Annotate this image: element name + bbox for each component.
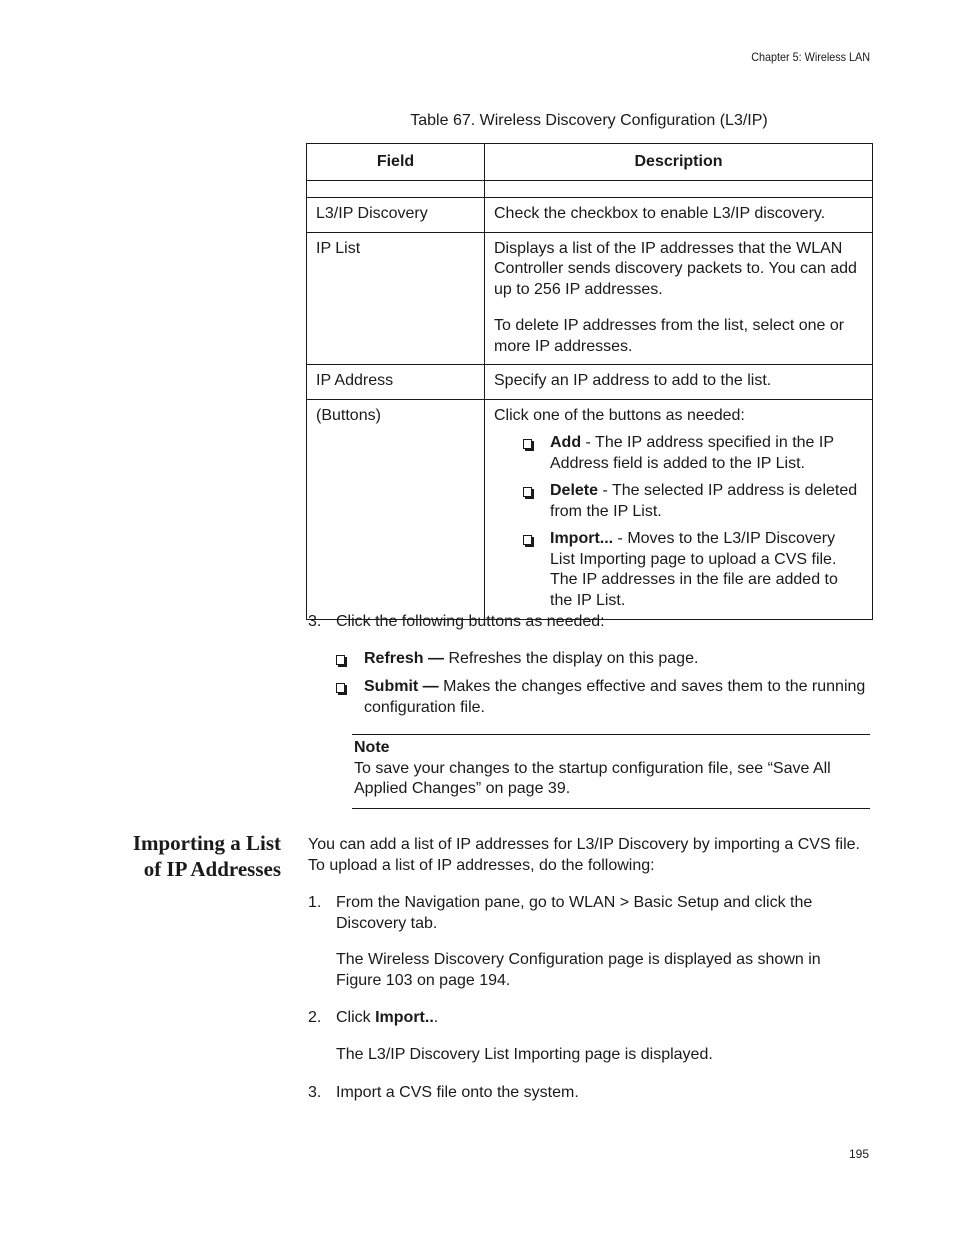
- section-heading: [100, 830, 281, 882]
- square-bullet-icon: [523, 535, 532, 545]
- step-number: 1.: [308, 894, 322, 911]
- bullet-item: [494, 433, 862, 474]
- section-intro: You can add a list of IP addresses for L3/IP Discovery by importing a CVS file. To upload a list of IP addresses, do the following:: [308, 836, 860, 874]
- square-bullet-icon: [523, 487, 532, 497]
- table-caption: Table 67. Wireless Discovery Configuration (L3/IP): [410, 112, 768, 129]
- field-cell: IP List: [307, 232, 485, 365]
- square-bullet-icon: [336, 655, 345, 665]
- description-text: Check the checkbox to enable L3/IP discovery.: [494, 205, 826, 222]
- step-result: The Wireless Discovery Configuration page is displayed as shown in Figure 103 on page 194.: [336, 951, 821, 989]
- bullet-text: - The IP address specified in the IP Address field is added to the IP List.: [550, 434, 834, 472]
- page-number: 195: [848, 1147, 869, 1161]
- step-number: 3.: [308, 1084, 322, 1101]
- step-number: 3.: [308, 613, 322, 630]
- table-row: [307, 365, 873, 400]
- note-text: To save your changes to the startup configuration file, see “Save All Applied Changes” on page 39.: [354, 759, 831, 797]
- description-cell: [485, 198, 873, 233]
- description-text: Specify an IP address to add to the list.: [494, 372, 772, 389]
- description-text: Click one of the buttons as needed:: [494, 406, 745, 424]
- square-bullet-icon: [336, 683, 345, 693]
- bullet-term: Delete: [550, 482, 599, 499]
- description-text: To delete IP addresses from the list, select one or more IP addresses.: [494, 317, 845, 355]
- bullet-term: Add: [550, 434, 582, 451]
- description-cell: [485, 399, 873, 620]
- step-result: The L3/IP Discovery List Importing page is displayed.: [336, 1046, 713, 1063]
- bullet-term: Refresh —: [364, 650, 445, 667]
- step-text-post: .: [433, 1009, 439, 1026]
- header-separator: [307, 181, 873, 198]
- configuration-table: [306, 143, 873, 620]
- step-text: Click the following buttons as needed:: [336, 613, 605, 630]
- table-row: [307, 232, 873, 365]
- bullet-text: - Moves to the L3/IP Discovery List Importing page to upload a CVS file. The IP addresses in the file are added to the IP List.: [550, 530, 838, 609]
- running-header: Chapter 5: Wireless LAN: [751, 50, 870, 64]
- section-heading-line: of IP Addresses: [143, 857, 281, 881]
- bullet-item: [336, 649, 876, 670]
- bullet-item: [494, 529, 862, 611]
- step-text-pre: Click: [336, 1009, 376, 1026]
- step-text: From the Navigation pane, go to WLAN > Basic Setup and click the Discovery tab.: [336, 894, 813, 932]
- bullet-term: Submit —: [364, 678, 439, 695]
- column-header-field: Field: [307, 144, 485, 181]
- table-row: [307, 399, 873, 620]
- bullet-text: Refreshes the display on this page.: [444, 650, 699, 667]
- field-cell: IP Address: [307, 365, 485, 400]
- description-text: Displays a list of the IP addresses that the WLAN Controller sends discovery packets to. You can add up to 256 IP addresses.: [494, 239, 857, 298]
- section-heading-line: Importing a List: [132, 831, 281, 855]
- table-header-row: [307, 144, 873, 181]
- bullet-item: [494, 481, 862, 522]
- table-row: [307, 198, 873, 233]
- field-cell: (Buttons): [307, 399, 485, 620]
- step-text: [336, 1008, 876, 1029]
- step-number: 2.: [308, 1009, 322, 1026]
- field-cell: L3/IP Discovery: [307, 198, 485, 233]
- square-bullet-icon: [523, 439, 532, 449]
- step-text: Import a CVS file onto the system.: [336, 1084, 579, 1101]
- description-cell: [485, 232, 873, 365]
- bullet-text: - The selected IP address is deleted from the IP List.: [550, 482, 858, 520]
- note-box: [352, 734, 870, 809]
- step-text-bold: Import..: [375, 1009, 434, 1026]
- bullet-item: [336, 677, 876, 718]
- column-header-description: Description: [485, 144, 873, 181]
- bullet-text: Makes the changes effective and saves them to the running configuration file.: [364, 678, 866, 716]
- note-label: Note: [354, 739, 390, 756]
- bullet-term: Import...: [550, 530, 614, 547]
- description-cell: [485, 365, 873, 400]
